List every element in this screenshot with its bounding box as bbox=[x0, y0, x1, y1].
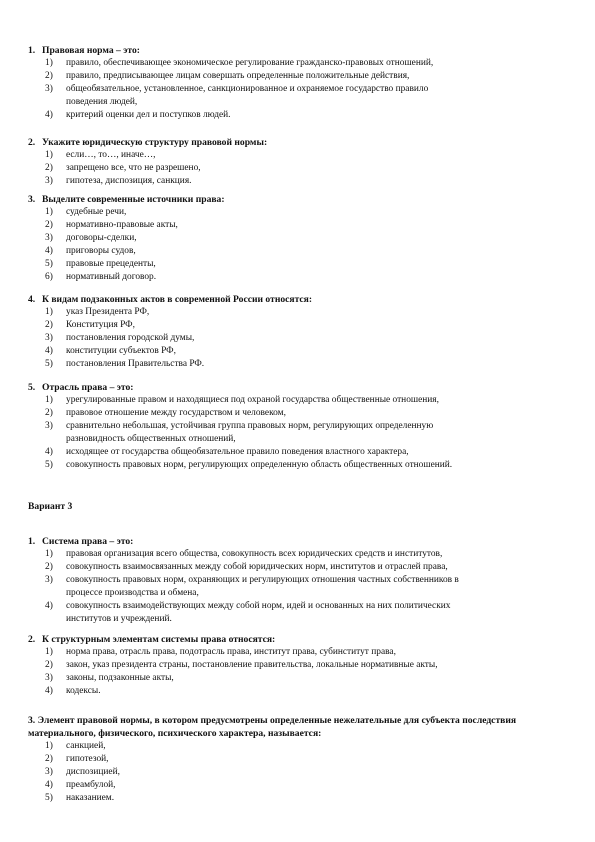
option-item bbox=[28, 232, 568, 245]
option-item bbox=[28, 740, 568, 753]
option-text: судебные речи, bbox=[66, 207, 127, 217]
option-text: совокупность правовых норм, регулирующих определенную область общественных отношений. bbox=[66, 460, 453, 471]
question-3-options bbox=[28, 740, 568, 805]
option-item bbox=[28, 574, 568, 587]
option-item bbox=[28, 345, 568, 358]
question-3-block bbox=[28, 714, 563, 740]
option-text: диспозицией, bbox=[66, 767, 120, 778]
option-number: 3) bbox=[45, 673, 53, 684]
option-number: 1) bbox=[45, 58, 53, 68]
question-block bbox=[28, 44, 568, 122]
option-number: 1) bbox=[45, 150, 53, 160]
options-list bbox=[28, 306, 568, 371]
question-number: 2. bbox=[28, 137, 36, 148]
option-number: 3) bbox=[45, 767, 53, 778]
option-number: 3) bbox=[45, 84, 53, 95]
question-text: Система права – это: bbox=[42, 536, 134, 547]
question-text: Укажите юридическую структуру правовой нормы: bbox=[42, 137, 268, 148]
option-text: указ Президента РФ, bbox=[66, 307, 150, 317]
option-text: норма права, отрасль права, подотрасль права, институт права, субинститут права, bbox=[66, 647, 396, 657]
option-number: 4) bbox=[45, 780, 53, 791]
option-text: если…, то…, иначе…, bbox=[66, 150, 156, 160]
option-number: 4) bbox=[45, 601, 53, 612]
question-block bbox=[28, 381, 568, 472]
option-text: исходящее от государства общеобязательное правило поведения властного характера, bbox=[66, 447, 409, 458]
option-number: 2) bbox=[45, 71, 53, 82]
question-block bbox=[28, 293, 568, 371]
option-continuation bbox=[28, 587, 568, 600]
option-item bbox=[28, 753, 568, 766]
option-number: 1) bbox=[45, 307, 53, 317]
question-title bbox=[28, 535, 568, 548]
option-item bbox=[28, 600, 568, 613]
option-number: 2) bbox=[45, 320, 53, 331]
question-number: 1. bbox=[28, 536, 36, 547]
question-text: Правовая норма – это: bbox=[42, 45, 140, 56]
option-item bbox=[28, 175, 568, 188]
option-item bbox=[28, 258, 568, 271]
option-number: 4) bbox=[45, 246, 53, 257]
option-item bbox=[28, 332, 568, 345]
question-title bbox=[28, 293, 568, 306]
option-text: кодексы. bbox=[66, 686, 101, 697]
option-text: нормативно-правовые акты, bbox=[66, 220, 178, 231]
option-continuation bbox=[28, 613, 568, 626]
option-item bbox=[28, 394, 568, 407]
option-number: 3) bbox=[45, 421, 53, 432]
question-block bbox=[28, 136, 568, 188]
options-list bbox=[28, 149, 568, 188]
question-number: 1. bbox=[28, 45, 36, 56]
option-text: Конституция РФ, bbox=[66, 320, 135, 331]
option-item bbox=[28, 561, 568, 574]
options-list bbox=[28, 394, 568, 472]
option-number: 2) bbox=[45, 408, 53, 419]
option-item bbox=[28, 779, 568, 792]
option-number: 1) bbox=[45, 395, 53, 405]
option-number: 3) bbox=[45, 575, 53, 586]
question-title bbox=[28, 136, 568, 149]
option-text: гипотеза, диспозиция, санкция. bbox=[66, 176, 192, 187]
option-number: 1) bbox=[45, 207, 53, 217]
option-text: совокупность взаимосвязанных между собой юридических норм, институтов и отраслей права, bbox=[66, 562, 448, 573]
question-text: К структурным элементам системы права относятся: bbox=[42, 634, 276, 645]
question-title bbox=[28, 633, 568, 646]
options-list bbox=[28, 57, 568, 122]
option-text: нормативный договор. bbox=[66, 272, 157, 283]
option-text: совокупность взаимодействующих между собой норм, идей и основанных на них политических bbox=[66, 601, 451, 612]
option-item bbox=[28, 319, 568, 332]
option-text: институтов и учреждений. bbox=[66, 614, 172, 625]
option-item bbox=[28, 219, 568, 232]
option-number: 2) bbox=[45, 754, 53, 765]
option-text: постановления Правительства РФ. bbox=[66, 359, 205, 370]
option-text: поведения людей, bbox=[66, 97, 138, 108]
option-item bbox=[28, 548, 568, 561]
option-item bbox=[28, 646, 568, 659]
option-text: наказанием. bbox=[66, 793, 115, 804]
option-number: 1) bbox=[45, 549, 53, 559]
question-number: 4. bbox=[28, 294, 36, 305]
option-text: критерий оценки дел и поступков людей. bbox=[66, 110, 231, 121]
question-3-text: 3. Элемент правовой нормы, в котором предусмотрены определенные нежелательные для субъекта последствия материального, физического, психического характера, называется: bbox=[28, 715, 517, 740]
option-number: 4) bbox=[45, 110, 53, 121]
option-number: 2) bbox=[45, 163, 53, 174]
option-number: 6) bbox=[45, 272, 53, 283]
option-number: 1) bbox=[45, 647, 53, 657]
option-item bbox=[28, 70, 568, 83]
option-number: 5) bbox=[45, 460, 53, 471]
option-item bbox=[28, 57, 568, 70]
option-text: правовая организация всего общества, совокупность всех юридических средств и институтов, bbox=[66, 549, 443, 559]
option-number: 3) bbox=[45, 333, 53, 344]
option-text: преамбулой, bbox=[66, 780, 116, 791]
option-text: постановления городской думы, bbox=[66, 333, 195, 344]
option-item bbox=[28, 407, 568, 420]
option-text: процессе производства и обмена, bbox=[66, 588, 199, 599]
option-text: правило, обеспечивающее экономическое регулирование гражданско-правовых отношений, bbox=[66, 58, 434, 68]
option-text: договоры-сделки, bbox=[66, 233, 137, 244]
option-text: урегулированные правом и находящиеся под охраной государства общественные отношения, bbox=[66, 395, 439, 405]
question-text: К видам подзаконных актов в современной России относятся: bbox=[42, 294, 313, 305]
option-item bbox=[28, 792, 568, 805]
option-text: санкцией, bbox=[66, 741, 106, 751]
option-item bbox=[28, 420, 568, 433]
option-item bbox=[28, 162, 568, 175]
question-number: 5. bbox=[28, 382, 36, 393]
option-number: 2) bbox=[45, 220, 53, 231]
option-text: приговоры судов, bbox=[66, 246, 136, 257]
variant-title: Вариант 3 bbox=[28, 501, 73, 512]
question-number: 2. bbox=[28, 634, 36, 645]
option-item bbox=[28, 446, 568, 459]
option-item bbox=[28, 149, 568, 162]
question-text: Выделите современные источники права: bbox=[42, 194, 225, 205]
option-number: 3) bbox=[45, 176, 53, 187]
option-item bbox=[28, 766, 568, 779]
option-text: конституции субъектов РФ, bbox=[66, 346, 176, 357]
option-number: 1) bbox=[45, 741, 53, 751]
options-list bbox=[28, 646, 568, 698]
option-number: 4) bbox=[45, 346, 53, 357]
option-item bbox=[28, 206, 568, 219]
question-number: 3. bbox=[28, 194, 36, 205]
option-number: 5) bbox=[45, 359, 53, 370]
option-item bbox=[28, 306, 568, 319]
option-text: правило, предписывающее лицам совершать определенные положительные действия, bbox=[66, 71, 410, 82]
option-item bbox=[28, 459, 568, 472]
option-item bbox=[28, 672, 568, 685]
option-text: закон, указ президента страны, постановление правительства, локальные нормативные акты, bbox=[66, 660, 438, 671]
option-number: 4) bbox=[45, 447, 53, 458]
option-text: законы, подзаконные акты, bbox=[66, 673, 174, 684]
option-continuation bbox=[28, 96, 568, 109]
question-block bbox=[28, 193, 568, 284]
option-number: 3) bbox=[45, 233, 53, 244]
question-title bbox=[28, 381, 568, 394]
question-block bbox=[28, 633, 568, 698]
options-list bbox=[28, 206, 568, 284]
question-text: Отрасль права – это: bbox=[42, 382, 134, 393]
option-text: правовые прецеденты, bbox=[66, 259, 156, 270]
option-item bbox=[28, 109, 568, 122]
option-item bbox=[28, 83, 568, 96]
option-number: 2) bbox=[45, 562, 53, 573]
option-continuation bbox=[28, 433, 568, 446]
option-text: гипотезой, bbox=[66, 754, 109, 765]
options-list bbox=[28, 740, 568, 805]
question-block bbox=[28, 535, 568, 626]
option-number: 5) bbox=[45, 793, 53, 804]
option-item bbox=[28, 685, 568, 698]
option-text: совокупность правовых норм, охраняющих и регулирующих отношения частных собственников в bbox=[66, 575, 459, 586]
option-number: 5) bbox=[45, 259, 53, 270]
question-title bbox=[28, 44, 568, 57]
question-title bbox=[28, 193, 568, 206]
option-item bbox=[28, 659, 568, 672]
option-item bbox=[28, 358, 568, 371]
option-text: общеобязательное, установленное, санкционированное и охраняемое государство правило bbox=[66, 84, 429, 95]
option-text: запрещено все, что не разрешено, bbox=[66, 163, 201, 174]
option-number: 4) bbox=[45, 686, 53, 697]
option-item bbox=[28, 271, 568, 284]
option-number: 2) bbox=[45, 660, 53, 671]
option-text: сравнительно небольшая, устойчивая группа правовых норм, регулирующих определенную bbox=[66, 421, 434, 432]
options-list bbox=[28, 548, 568, 626]
option-text: правовое отношение между государством и человеком, bbox=[66, 408, 286, 419]
option-item bbox=[28, 245, 568, 258]
option-text: разновидность общественных отношений, bbox=[66, 434, 236, 445]
